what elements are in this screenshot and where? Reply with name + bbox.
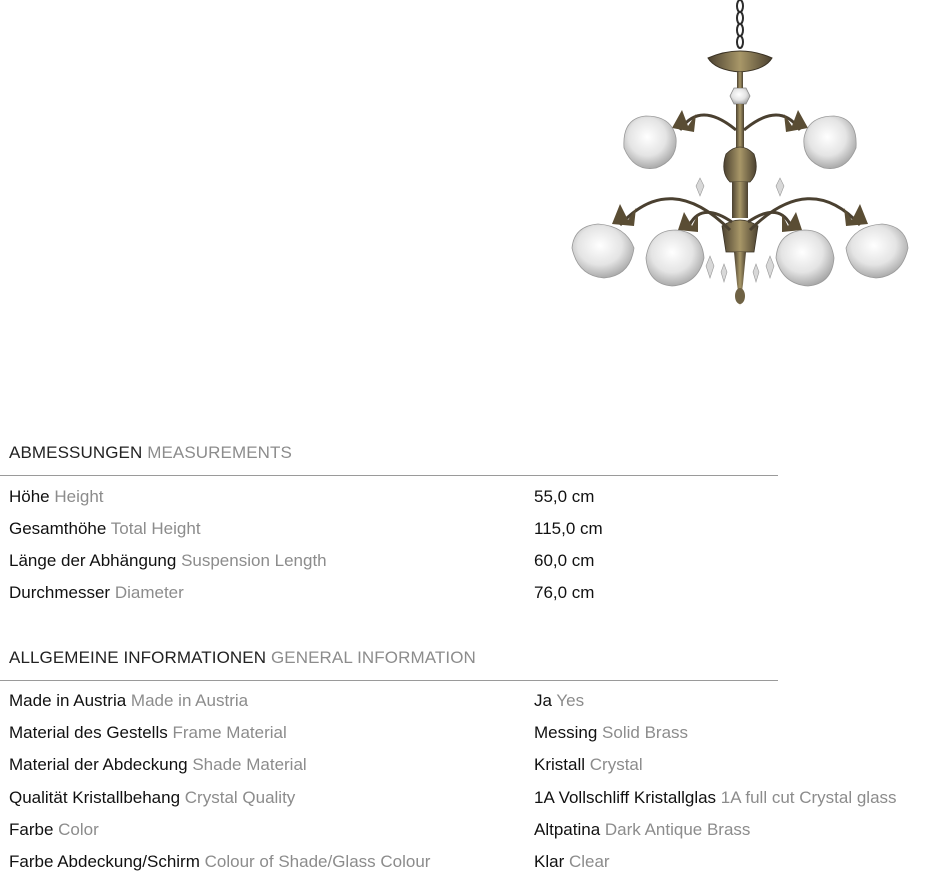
info-value: Klar Clear (534, 852, 610, 871)
info-row-frame-material (0, 723, 933, 747)
measurements-heading-de: ABMESSUNGEN (9, 443, 143, 462)
info-label: Made in Austria Made in Austria (9, 691, 249, 710)
info-label: Material des Gestells Frame Material (9, 723, 287, 742)
measurement-row-height (0, 487, 933, 511)
measurement-label: Länge der Abhängung Suspension Length (9, 551, 327, 570)
info-label: Farbe Color (9, 820, 99, 839)
info-value: Messing Solid Brass (534, 723, 689, 742)
general-info-heading-en: GENERAL INFORMATION (270, 648, 476, 667)
chandelier-product-image (560, 0, 920, 315)
measurement-value: 76,0 cm (534, 583, 595, 602)
info-row-crystal-quality (0, 788, 933, 812)
measurement-value: 115,0 cm (534, 519, 603, 538)
measurements-heading-en: MEASUREMENTS (147, 443, 292, 462)
measurement-row-total-height (0, 519, 933, 543)
general-info-heading (9, 648, 476, 668)
info-value: 1A Vollschliff Kristallglas 1A full cut Crystal glass (534, 788, 897, 807)
general-info-divider (0, 680, 778, 681)
info-value: Altpatina Dark Antique Brass (534, 820, 751, 839)
info-row-shade-colour (0, 852, 933, 876)
info-label: Qualität Kristallbehang Crystal Quality (9, 788, 296, 807)
general-info-heading-de: ALLGEMEINE INFORMATIONEN (9, 648, 267, 667)
info-label: Material der Abdeckung Shade Material (9, 755, 307, 774)
measurement-row-diameter (0, 583, 933, 607)
measurement-label: Gesamthöhe Total Height (9, 519, 201, 538)
info-label: Farbe Abdeckung/Schirm Colour of Shade/Glass Colour (9, 852, 431, 871)
measurement-label: Höhe Height (9, 487, 104, 506)
info-value: Ja Yes (534, 691, 585, 710)
info-row-shade-material (0, 755, 933, 779)
measurements-heading (9, 443, 292, 463)
measurements-divider (0, 475, 778, 476)
measurement-row-suspension-length (0, 551, 933, 575)
info-row-made-in-austria (0, 691, 933, 715)
measurement-value: 55,0 cm (534, 487, 595, 506)
info-value: Kristall Crystal (534, 755, 643, 774)
measurement-value: 60,0 cm (534, 551, 595, 570)
measurement-label: Durchmesser Diameter (9, 583, 184, 602)
info-row-color (0, 820, 933, 844)
